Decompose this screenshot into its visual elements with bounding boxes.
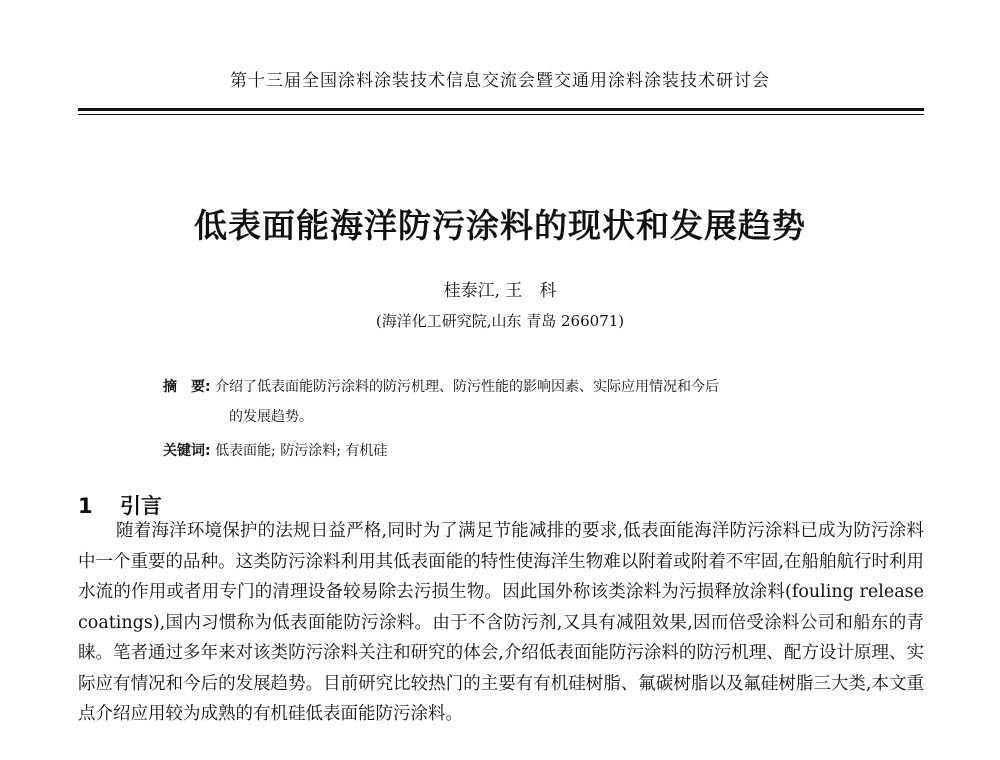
abstract-text-line-1: 介绍了低表面能防污涂料的防污机理、防污性能的影响因素、实际应用情况和今后 [215, 379, 720, 395]
section-paragraph: 随着海洋环境保护的法规日益严格,同时为了满足节能减排的要求,低表面能海洋防污涂料已成为防污涂料中一个重要的品种。这类防污涂料利用其低表面能的特性使海洋生物难以附着或附着不牢固,在船舶航行时利用水流的作用或者用专门的清理设备较易除去污损生物。因此国外称该类涂料为污损释放涂料(fouling release coatings),国内习惯称为低表面能防污涂料。由于不含防污剂,又具有减阻效果,因而倍受涂料公司和船东的青睐。笔者通过多年来对该类防污涂料关注和研究的体会,介绍低表面能防污涂料的防污机理、配方设计原理、实际应有情况和今后的发展趋势。目前研究比较热门的主要有有机硅树脂、氟碳树脂以及氟硅树脂三大类,本文重点介绍应用较为成熟的有机硅低表面能防污涂料。 [78, 521, 924, 724]
paper-title: 低表面能海洋防污涂料的现状和发展趋势 [194, 206, 806, 245]
paper-authors: 桂泰江, 王 科 [443, 281, 557, 301]
section-number: 1 [78, 494, 93, 518]
abstract-block [163, 372, 863, 432]
keywords-text: 低表面能; 防污涂料; 有机硅 [215, 443, 388, 459]
conference-header: 第十三届全国涂料涂装技术信息交流会暨交通用涂料涂装技术研讨会 [230, 71, 770, 91]
header-rule-thin [78, 114, 924, 115]
abstract-line-1 [163, 372, 863, 402]
keywords-block [163, 440, 387, 460]
paper-affiliation: (海洋化工研究院,山东 青岛 266071) [375, 312, 625, 330]
keywords-label: 关键词: [163, 443, 211, 459]
abstract-text-line-2: 的发展趋势。 [229, 409, 313, 425]
header-rule-thick [78, 108, 924, 111]
section-title: 引言 [119, 494, 162, 518]
abstract-label: 摘 要: [163, 379, 211, 395]
